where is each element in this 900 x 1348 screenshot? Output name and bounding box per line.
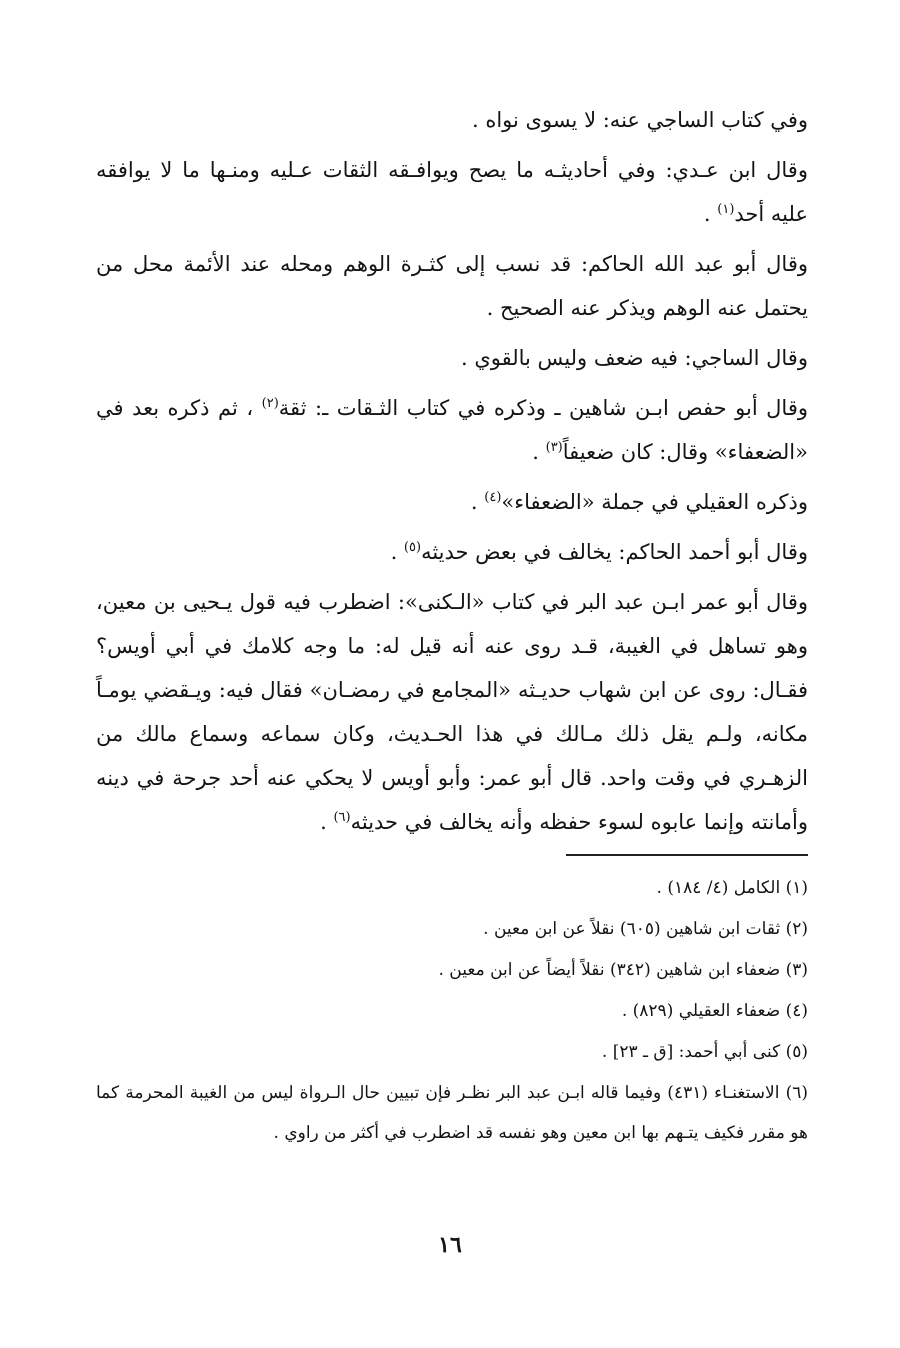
paragraph-tail: . xyxy=(532,440,546,464)
paragraph-1 xyxy=(96,98,808,142)
footnote-divider xyxy=(566,854,808,856)
footnote-ref[interactable]: (٥) xyxy=(403,540,422,555)
paragraph-3 xyxy=(96,242,808,330)
main-text xyxy=(96,98,808,850)
paragraph-4 xyxy=(96,336,808,380)
paragraph-tail: . xyxy=(320,810,334,834)
paragraph-6 xyxy=(96,480,808,524)
footnote-ref[interactable]: (١) xyxy=(717,202,735,217)
paragraph-text: وفي كتاب الساجي عنه: لا يسوى نواه . xyxy=(471,108,808,132)
paragraph-tail: . xyxy=(390,540,404,564)
paragraph-text: وقال الساجي: فيه ضعف وليس بالقوي . xyxy=(460,346,808,370)
paragraph-tail: . xyxy=(703,202,718,226)
footnote-ref[interactable]: (٤) xyxy=(484,490,502,505)
paragraph-tail: . xyxy=(470,490,485,514)
paragraph-text: وقال أبو عمر ابـن عبد البر في كتاب «الـكنى»: اضطرب فيه قول يـحيى بن معين، وهو تساهل في الغيبة، قـد روى عنه أنه قيل له: ما وجه كلامك في أبي أويس؟ فقـال: روى عن ابن شهاب حديـثه «المجامع في رمضـان» فقال فيه: ويـقضي يومـاً مكانه، ولـم يقل ذلك مـالك في هذا الحـديث، وكان سماعه وسماع مالك من الزهـري في وقت واحد. قال أبو عمر: وأبو أويس لا يحكي عنه أحد جرحة في دينه وأمانته وإنما عابوه لسوء حفظه وأنه يخالف في حديثه xyxy=(96,590,808,834)
footnote-3: (٣) ضعفاء ابن شاهين (٣٤٢) نقلاً أيضاً عن ابن معين . xyxy=(438,960,808,980)
paragraph-text: وقال أبو حفص ابـن شاهين ـ وذكره في كتاب الثـقات ـ: ثقة xyxy=(278,396,808,420)
paragraph-5 xyxy=(96,386,808,474)
footnote-2: (٢) ثقات ابن شاهين (٦٠٥) نقلاً عن ابن معين . xyxy=(483,919,808,939)
footnote-ref[interactable]: (٦) xyxy=(333,810,351,825)
paragraph-tail: ، ثم ذكره بعد في «الضعفاء» وقال: كان ضعيفاً xyxy=(96,396,808,464)
footnote-5: (٥) كنى أبي أحمد: [ق ـ ٢٣] . xyxy=(601,1042,808,1062)
paragraph-text: وقال أبو عبد الله الحاكم: قد نسب إلى كثـرة الوهم ومحله عند الأئمة محل من يحتمل عنه الوهم ويذكر عنه الصحيح . xyxy=(96,252,808,320)
paragraph-text: وقال ابن عـدي: وفي أحاديثـه ما يصح ويوافـقه الثقات عـليه ومنـها ما لا يوافقه عليه أحد xyxy=(96,158,808,226)
footnote-6: (٦) الاستغنـاء (٤٣١) وفيما قاله ابـن عبد البر نظـر فإن تبيين حال الـرواة ليس من الغيبة المحرمة كما هو مقرر فكيف يتـهم بها ابن معين وهو نفسه قد اضطرب في أكثر من راوي . xyxy=(96,1083,808,1143)
footnotes xyxy=(96,868,808,1154)
footnote-ref[interactable]: (٣) xyxy=(545,440,563,455)
footnote-4: (٤) ضعفاء العقيلي (٨٢٩) . xyxy=(621,1001,808,1021)
page-number: ١٦ xyxy=(438,1232,462,1258)
paragraph-7 xyxy=(96,530,808,574)
paragraph-text: وقال أبو أحمد الحاكم: يخالف في بعض حديثه xyxy=(421,540,808,564)
paragraph-text: وذكره العقيلي في جملة «الضعفاء» xyxy=(501,490,808,514)
footnote-1: (١) الكامل (٤/ ١٨٤) . xyxy=(656,878,808,898)
paragraph-8 xyxy=(96,580,808,844)
footnote-ref[interactable]: (٢) xyxy=(261,396,279,411)
paragraph-2 xyxy=(96,148,808,236)
